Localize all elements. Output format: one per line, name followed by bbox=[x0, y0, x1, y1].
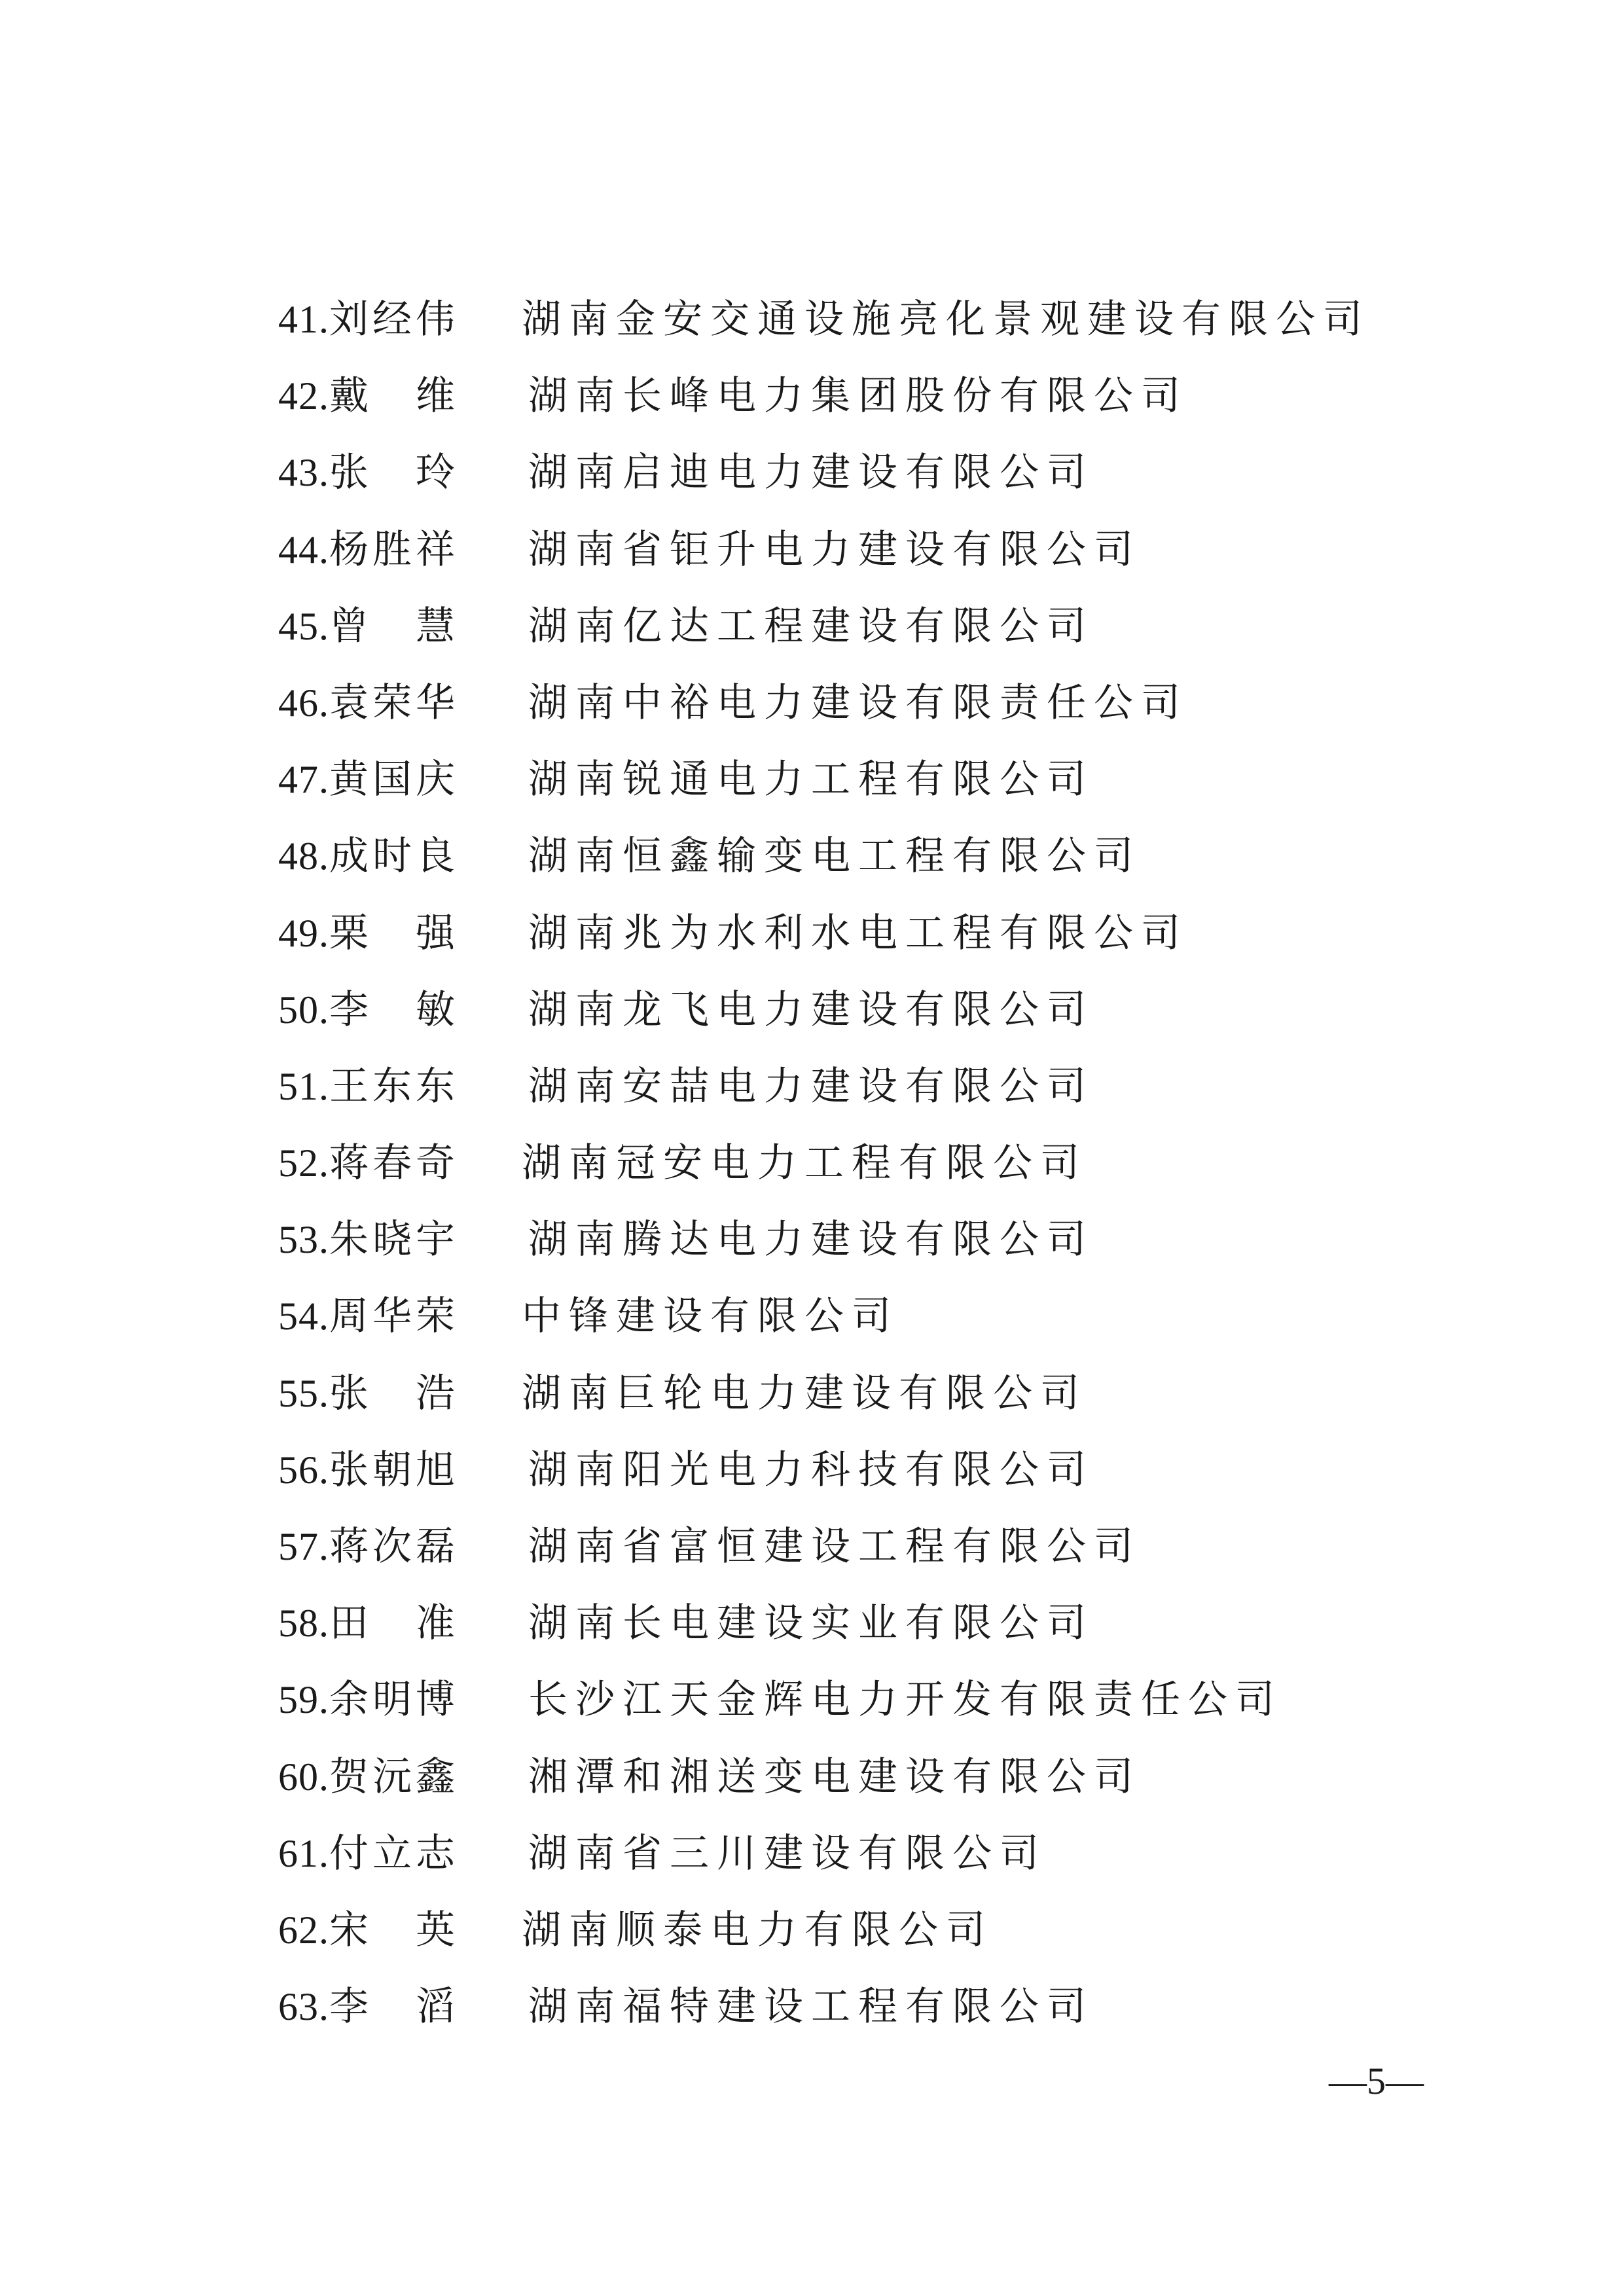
entry-name: 成时良 bbox=[329, 833, 459, 880]
entry-number: 55. bbox=[278, 1371, 329, 1415]
list-item bbox=[278, 1278, 1391, 1355]
entry-name: 宋 英 bbox=[329, 1907, 459, 1953]
list-item bbox=[278, 742, 1391, 818]
entry-organization: 湖南巨轮电力建设有限公司 bbox=[522, 1370, 1087, 1416]
entry-name: 袁荣华 bbox=[329, 679, 459, 726]
entry-name: 周华荣 bbox=[329, 1293, 459, 1340]
entry-organization: 湖南亿达工程建设有限公司 bbox=[528, 603, 1094, 649]
list-item bbox=[278, 665, 1391, 742]
entry-organization: 湖南腾达电力建设有限公司 bbox=[528, 1217, 1094, 1263]
entry-name: 张朝旭 bbox=[329, 1446, 459, 1493]
entry-name: 付立志 bbox=[329, 1830, 459, 1876]
entry-name: 田 准 bbox=[329, 1600, 459, 1647]
list-item bbox=[278, 1892, 1391, 1969]
entry-name: 张 玲 bbox=[329, 450, 459, 496]
entry-number: 53. bbox=[278, 1218, 329, 1262]
entry-number: 57. bbox=[278, 1525, 329, 1568]
list-item bbox=[278, 818, 1391, 895]
entry-organization: 长沙江天金辉电力开发有限责任公司 bbox=[528, 1677, 1282, 1723]
entry-number: 48. bbox=[278, 834, 329, 878]
entry-name: 戴 维 bbox=[329, 373, 459, 420]
list-item bbox=[278, 281, 1391, 358]
entry-list bbox=[278, 281, 1391, 2045]
entry-number: 58. bbox=[278, 1602, 329, 1645]
entry-name: 黄国庆 bbox=[329, 757, 459, 803]
entry-organization: 中锋建设有限公司 bbox=[522, 1293, 899, 1340]
entry-name: 张 浩 bbox=[329, 1370, 459, 1416]
entry-number: 42. bbox=[278, 374, 329, 418]
list-item bbox=[278, 1432, 1391, 1509]
list-item bbox=[278, 895, 1391, 972]
entry-organization: 湘潭和湘送变电建设有限公司 bbox=[528, 1753, 1141, 1800]
entry-organization: 湖南安喆电力建设有限公司 bbox=[528, 1063, 1094, 1109]
entry-organization: 湖南长电建设实业有限公司 bbox=[528, 1600, 1094, 1647]
entry-name: 栗 强 bbox=[329, 910, 459, 956]
entry-organization: 湖南锐通电力工程有限公司 bbox=[528, 757, 1094, 803]
entry-number: 41. bbox=[278, 298, 329, 341]
entry-organization: 湖南省富恒建设工程有限公司 bbox=[528, 1524, 1141, 1570]
entry-number: 50. bbox=[278, 988, 329, 1031]
list-item bbox=[278, 1816, 1391, 1892]
entry-organization: 湖南恒鑫输变电工程有限公司 bbox=[528, 833, 1141, 880]
entry-name: 蒋次磊 bbox=[329, 1524, 459, 1570]
entry-number: 45. bbox=[278, 604, 329, 648]
entry-name: 刘经伟 bbox=[329, 296, 459, 342]
entry-name: 杨胜祥 bbox=[329, 526, 459, 573]
entry-number: 46. bbox=[278, 681, 329, 725]
list-item bbox=[278, 1202, 1391, 1278]
list-item bbox=[278, 1739, 1391, 1816]
entry-name: 朱晓宇 bbox=[329, 1217, 459, 1263]
entry-name: 余明博 bbox=[329, 1677, 459, 1723]
entry-organization: 湖南兆为水利水电工程有限公司 bbox=[528, 910, 1188, 956]
entry-organization: 湖南省三川建设有限公司 bbox=[528, 1830, 1047, 1876]
entry-organization: 湖南福特建设工程有限公司 bbox=[528, 1984, 1094, 2030]
entry-number: 62. bbox=[278, 1908, 329, 1952]
entry-number: 52. bbox=[278, 1141, 329, 1185]
entry-number: 54. bbox=[278, 1295, 329, 1338]
entry-name: 贺沅鑫 bbox=[329, 1753, 459, 1800]
list-item bbox=[278, 1969, 1391, 2045]
list-item bbox=[278, 1509, 1391, 1585]
entry-name: 王东东 bbox=[329, 1063, 459, 1109]
list-item bbox=[278, 1355, 1391, 1432]
entry-number: 44. bbox=[278, 528, 329, 571]
list-item bbox=[278, 512, 1391, 588]
entry-organization: 湖南省钜升电力建设有限公司 bbox=[528, 526, 1141, 573]
entry-organization: 湖南长峰电力集团股份有限公司 bbox=[528, 373, 1188, 420]
entry-name: 李 滔 bbox=[329, 1984, 459, 2030]
entry-number: 43. bbox=[278, 451, 329, 495]
list-item bbox=[278, 358, 1391, 435]
list-item bbox=[278, 588, 1391, 665]
entry-name: 李 敏 bbox=[329, 986, 459, 1033]
list-item bbox=[278, 972, 1391, 1049]
list-item bbox=[278, 1662, 1391, 1738]
entry-organization: 湖南阳光电力科技有限公司 bbox=[528, 1446, 1094, 1493]
entry-number: 63. bbox=[278, 1985, 329, 2029]
page-number: —5— bbox=[1329, 2060, 1424, 2102]
entry-organization: 湖南顺泰电力有限公司 bbox=[522, 1907, 993, 1953]
entry-number: 59. bbox=[278, 1678, 329, 1722]
entry-number: 61. bbox=[278, 1831, 329, 1875]
entry-organization: 湖南金安交通设施亮化景观建设有限公司 bbox=[522, 296, 1370, 342]
list-item bbox=[278, 1585, 1391, 1662]
entry-number: 51. bbox=[278, 1064, 329, 1108]
list-item bbox=[278, 1125, 1391, 1202]
entry-number: 47. bbox=[278, 758, 329, 802]
entry-number: 56. bbox=[278, 1448, 329, 1492]
list-item bbox=[278, 435, 1391, 511]
entry-organization: 湖南中裕电力建设有限责任公司 bbox=[528, 679, 1188, 726]
entry-organization: 湖南龙飞电力建设有限公司 bbox=[528, 986, 1094, 1033]
entry-name: 曾 慧 bbox=[329, 603, 459, 649]
entry-number: 49. bbox=[278, 911, 329, 955]
entry-number: 60. bbox=[278, 1755, 329, 1799]
entry-organization: 湖南冠安电力工程有限公司 bbox=[522, 1140, 1087, 1187]
entry-organization: 湖南启迪电力建设有限公司 bbox=[528, 450, 1094, 496]
list-item bbox=[278, 1049, 1391, 1125]
entry-name: 蒋春奇 bbox=[329, 1140, 459, 1187]
